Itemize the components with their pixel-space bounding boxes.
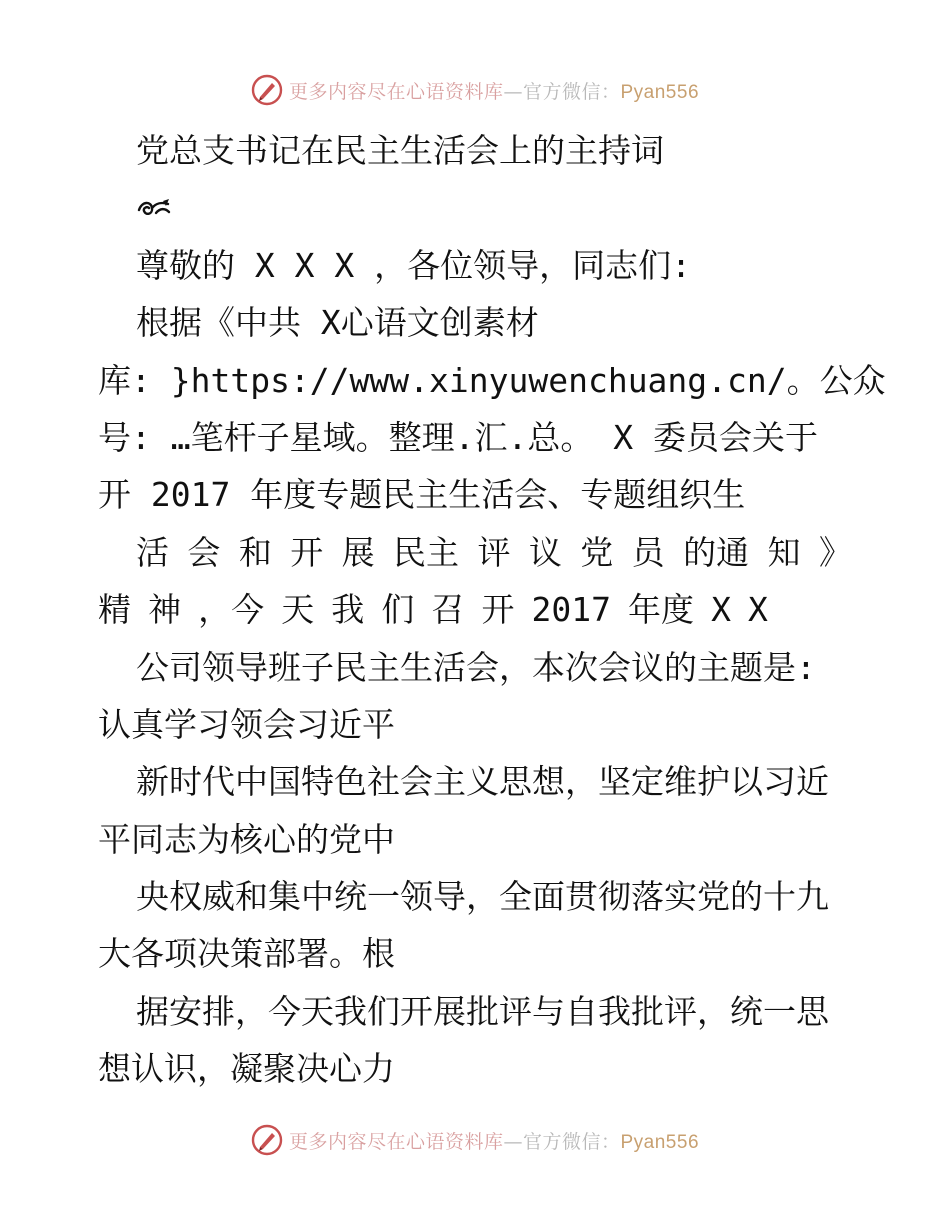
paragraph-line: 开 2017 年度专题民主生活会、专题组织生 — [98, 475, 746, 515]
spaced-word: 们 — [381, 590, 415, 630]
paragraph-line: 根据《中共 X心语文创素材 — [136, 303, 539, 343]
watermark-text: 更多内容尽在心语资料库—官方微信：Pyan556 — [288, 80, 700, 103]
spaced-word: 会 — [187, 532, 221, 572]
spaced-word: 员 — [631, 532, 665, 572]
spaced-word: 开 — [290, 532, 324, 572]
paragraph-line: 央权威和集中统一领导，全面贯彻落实党的十九 — [136, 877, 829, 917]
paragraph-line-spaced — [98, 524, 858, 581]
document-title: 党总支书记在民主生活会上的主持词 — [136, 131, 664, 170]
paragraph-line-spaced — [98, 581, 768, 638]
spaced-word: 民主 — [393, 532, 460, 572]
ornament-line — [98, 179, 858, 236]
flourish-ornament-icon — [136, 195, 172, 221]
spaced-word: 展 — [341, 532, 375, 572]
spaced-word: 的通 — [683, 532, 750, 572]
watermark-text: 更多内容尽在心语资料库—官方微信：Pyan556 — [288, 1130, 700, 1153]
spaced-word: 精 — [98, 590, 131, 630]
footer-watermark — [0, 1120, 950, 1160]
spaced-word: X — [748, 590, 768, 630]
spaced-word: X — [711, 590, 731, 630]
spaced-word: 活 — [136, 532, 169, 572]
spaced-word: 召 — [431, 590, 465, 630]
pen-logo-icon — [251, 1124, 283, 1156]
greeting: 尊敬的 X X X ，各位领导，同志们: — [136, 245, 691, 285]
spaced-word: 天 — [281, 590, 315, 630]
spaced-word: 议 — [528, 532, 562, 572]
document-body — [98, 122, 886, 1098]
paragraph-line: 号: …笔杆子星域。整理.汇.总。 X 委员会关于 — [98, 417, 818, 457]
paragraph-line: 新时代中国特色社会主义思想，坚定维护以习近 — [136, 762, 829, 802]
spaced-word: 2017 — [531, 590, 611, 630]
header-watermark — [0, 70, 950, 110]
spaced-word: 》 — [818, 532, 852, 572]
spaced-word: 开 — [481, 590, 515, 630]
paragraph-line: 平同志为核心的党中 — [98, 819, 395, 859]
pen-logo-icon — [251, 74, 283, 106]
spaced-word: 知 — [767, 532, 801, 572]
spaced-word: ，今 — [198, 590, 265, 630]
paragraph-line: 想认识，凝聚决心力 — [98, 1049, 395, 1089]
paragraph-line: 大各项决策部署。根 — [98, 934, 395, 974]
paragraph-line: 公司领导班子民主生活会，本次会议的主题是: — [136, 647, 816, 687]
spaced-word: 和 — [238, 532, 272, 572]
paragraph-line: 认真学习领会习近平 — [98, 704, 395, 744]
spaced-word: 我 — [331, 590, 365, 630]
spaced-word: 党 — [580, 532, 614, 572]
spaced-word: 评 — [477, 532, 511, 572]
paragraph-line: 据安排，今天我们开展批评与自我批评，统一思 — [136, 991, 829, 1031]
paragraph-line: 库: }https://www.xinyuwenchuang.cn/。公众 — [98, 360, 886, 400]
spaced-word: 年度 — [628, 590, 695, 630]
spaced-word: 神 — [148, 590, 182, 630]
